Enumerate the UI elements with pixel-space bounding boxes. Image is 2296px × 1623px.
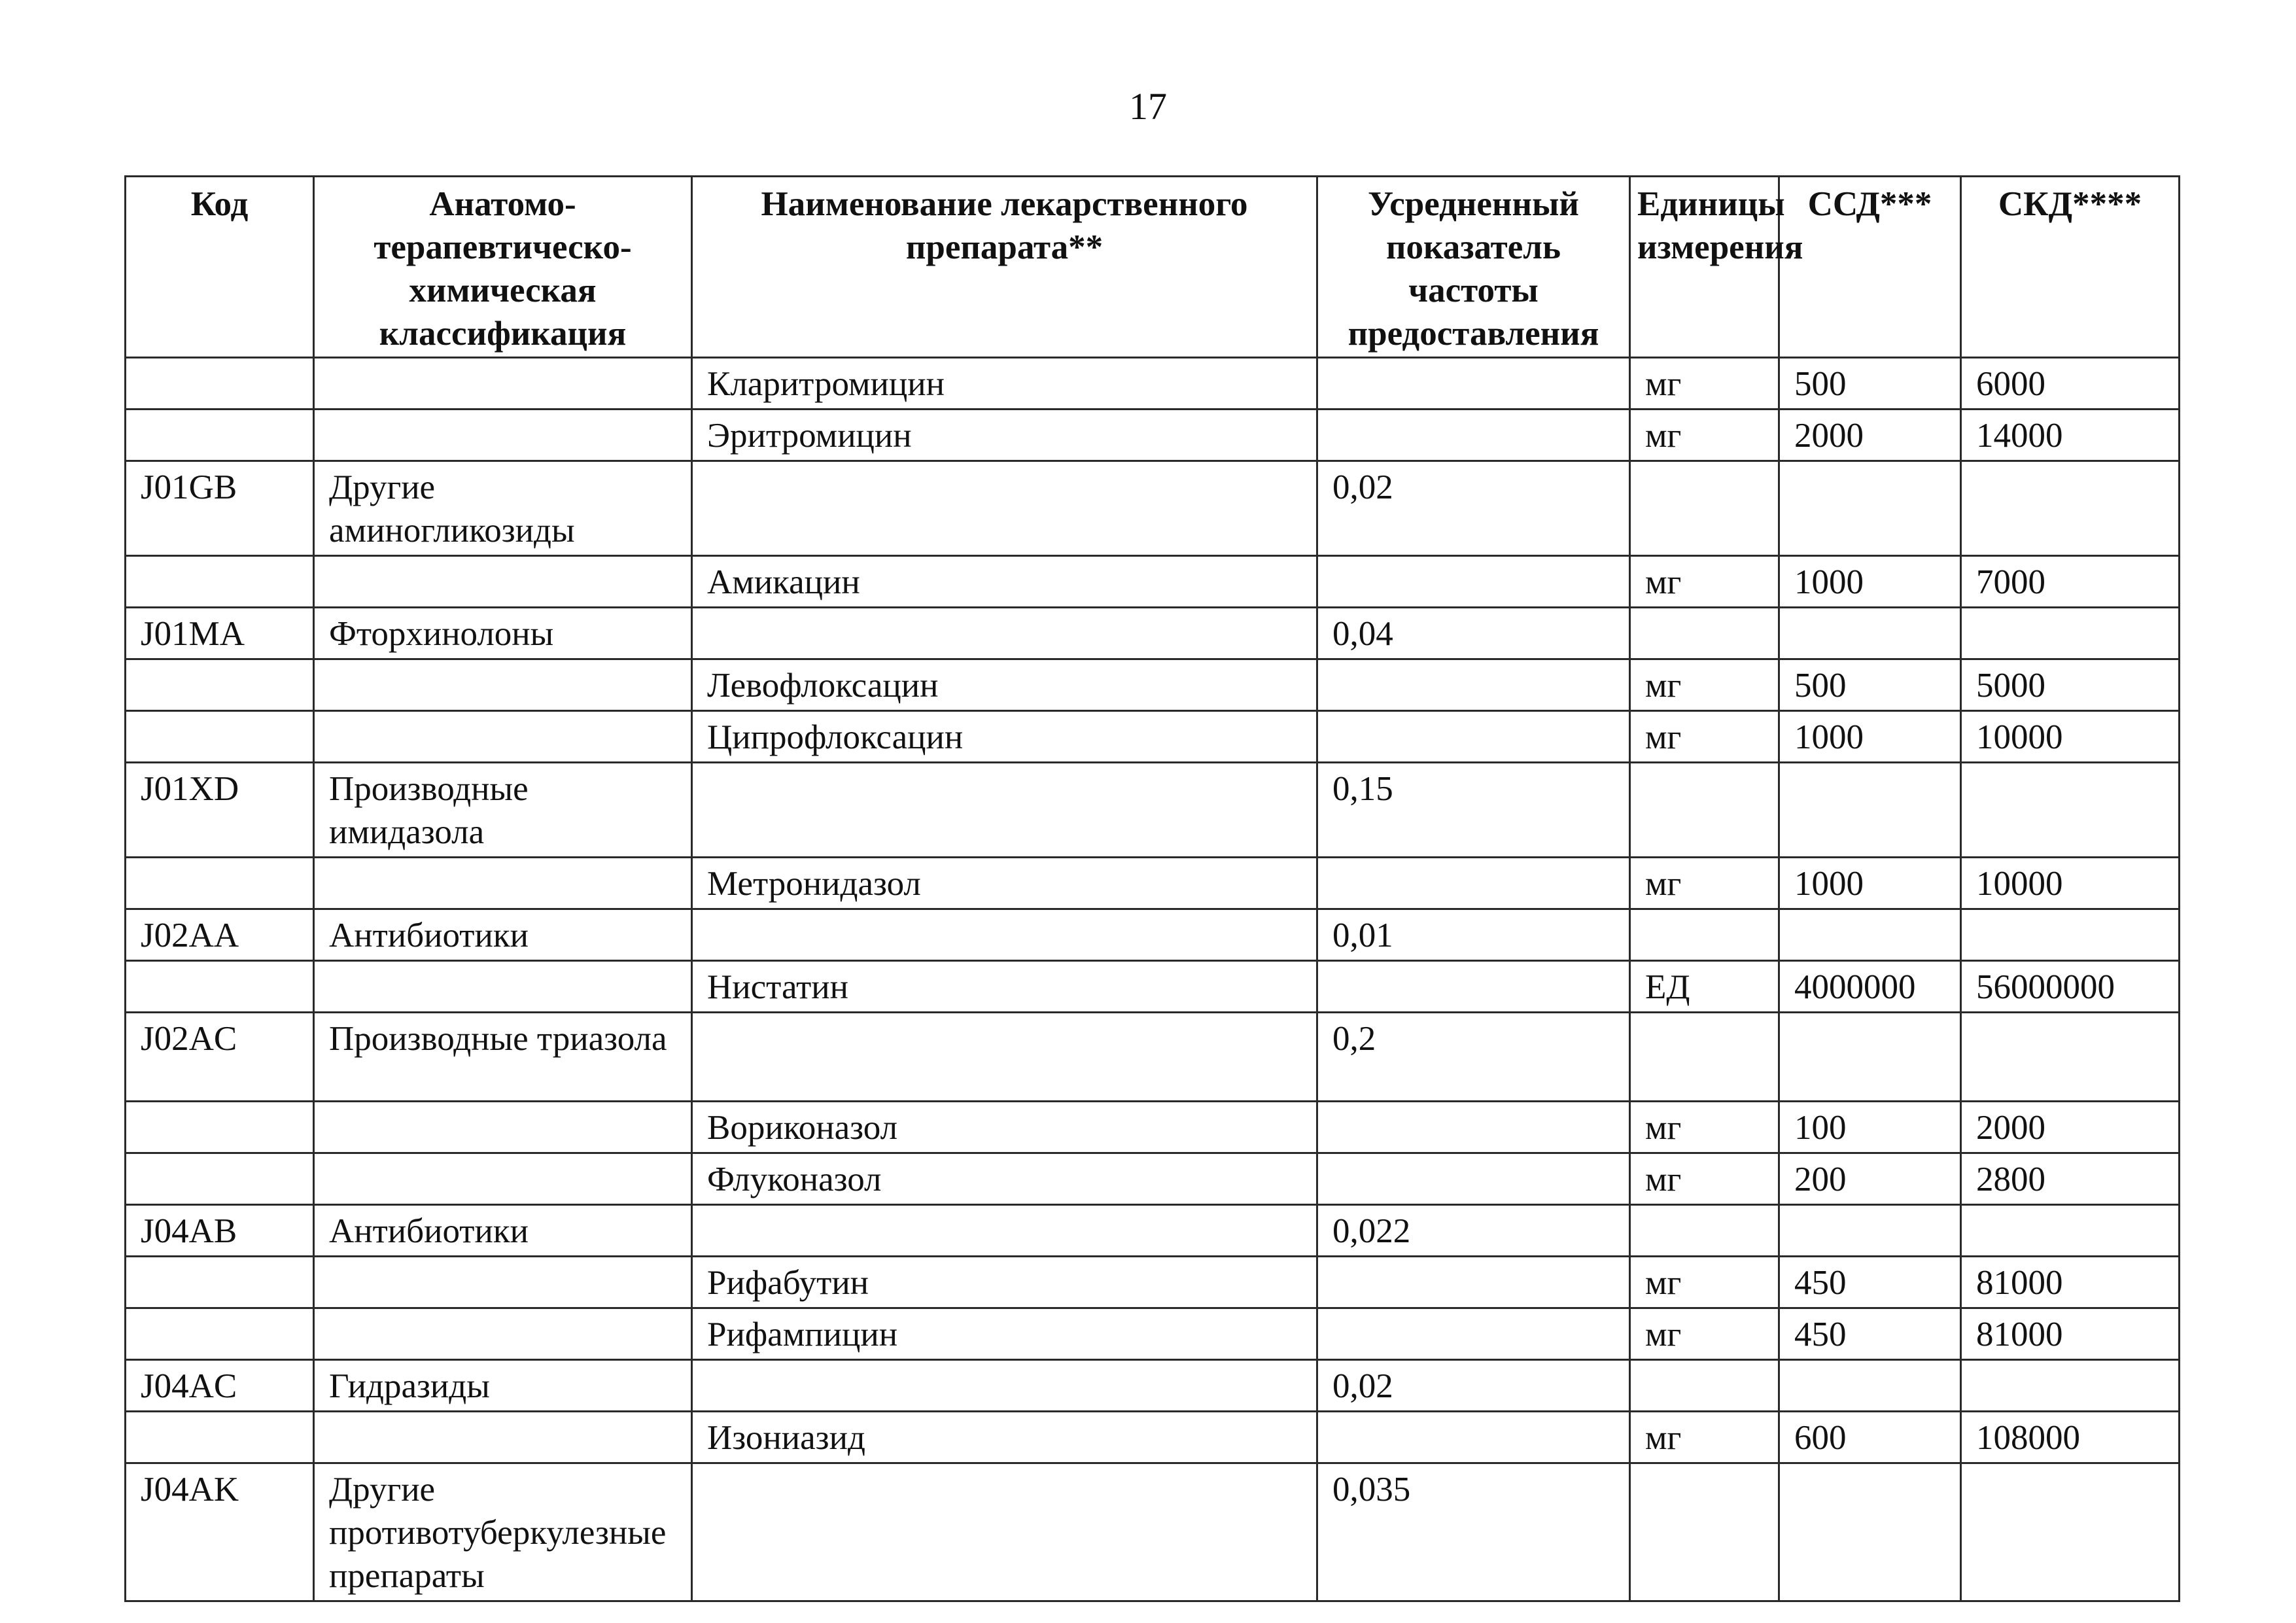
cell-drug-name <box>692 1360 1317 1412</box>
table-row <box>126 1360 2180 1412</box>
cell-unit <box>1630 1360 1779 1412</box>
cell-frequency: 0,15 <box>1317 763 1630 858</box>
cell-atc <box>314 1308 692 1360</box>
table-row <box>126 1013 2180 1102</box>
cell-code: J01XD <box>126 763 314 858</box>
cell-unit: мг <box>1630 556 1779 608</box>
table-row <box>126 1102 2180 1153</box>
cell-frequency <box>1317 556 1630 608</box>
cell-atc <box>314 1153 692 1205</box>
cell-frequency: 0,01 <box>1317 909 1630 961</box>
cell-skd: 56000000 <box>1961 961 2180 1013</box>
cell-skd: 10000 <box>1961 858 2180 909</box>
cell-code <box>126 659 314 711</box>
cell-ssd: 1000 <box>1779 711 1961 763</box>
cell-ssd <box>1779 1013 1961 1102</box>
header-code: Код <box>126 177 314 358</box>
cell-unit: мг <box>1630 659 1779 711</box>
cell-skd <box>1961 1013 2180 1102</box>
cell-code: J02AC <box>126 1013 314 1102</box>
cell-code: J04AC <box>126 1360 314 1412</box>
cell-unit: ЕД <box>1630 961 1779 1013</box>
cell-ssd: 2000 <box>1779 410 1961 461</box>
cell-atc: Фторхинолоны <box>314 608 692 659</box>
cell-code: J01GB <box>126 461 314 556</box>
cell-drug-name <box>692 763 1317 858</box>
cell-unit <box>1630 763 1779 858</box>
cell-unit <box>1630 1205 1779 1257</box>
cell-frequency <box>1317 1412 1630 1463</box>
cell-atc: Другие аминогликозиды <box>314 461 692 556</box>
table-row <box>126 1205 2180 1257</box>
table-row <box>126 711 2180 763</box>
cell-frequency <box>1317 1308 1630 1360</box>
cell-drug-name: Рифампицин <box>692 1308 1317 1360</box>
cell-ssd: 100 <box>1779 1102 1961 1153</box>
table-row <box>126 1463 2180 1601</box>
cell-ssd: 1000 <box>1779 556 1961 608</box>
cell-unit <box>1630 608 1779 659</box>
cell-drug-name: Амикацин <box>692 556 1317 608</box>
cell-skd <box>1961 1463 2180 1601</box>
cell-drug-name: Флуконазол <box>692 1153 1317 1205</box>
cell-ssd <box>1779 608 1961 659</box>
cell-unit: мг <box>1630 410 1779 461</box>
table-header-row <box>126 177 2180 358</box>
cell-skd: 81000 <box>1961 1257 2180 1308</box>
cell-ssd: 450 <box>1779 1308 1961 1360</box>
cell-atc <box>314 659 692 711</box>
cell-skd: 10000 <box>1961 711 2180 763</box>
cell-drug-name: Эритромицин <box>692 410 1317 461</box>
cell-frequency <box>1317 711 1630 763</box>
table-row <box>126 461 2180 556</box>
table-row <box>126 1412 2180 1463</box>
cell-skd <box>1961 909 2180 961</box>
table-body <box>126 358 2180 1601</box>
cell-code <box>126 358 314 410</box>
cell-skd: 6000 <box>1961 358 2180 410</box>
cell-atc: Гидразиды <box>314 1360 692 1412</box>
cell-ssd: 4000000 <box>1779 961 1961 1013</box>
cell-skd: 5000 <box>1961 659 2180 711</box>
cell-code <box>126 1102 314 1153</box>
cell-ssd: 1000 <box>1779 858 1961 909</box>
header-unit: Единицы измерения <box>1630 177 1779 358</box>
table-row <box>126 858 2180 909</box>
cell-unit: мг <box>1630 1257 1779 1308</box>
header-atc: Анатомо-терапевтическо-химическая классификация <box>314 177 692 358</box>
cell-ssd <box>1779 763 1961 858</box>
cell-code: J04AB <box>126 1205 314 1257</box>
cell-skd: 108000 <box>1961 1412 2180 1463</box>
cell-skd: 2000 <box>1961 1102 2180 1153</box>
table-row <box>126 410 2180 461</box>
cell-code <box>126 961 314 1013</box>
cell-ssd <box>1779 1360 1961 1412</box>
cell-code <box>126 711 314 763</box>
cell-code <box>126 1308 314 1360</box>
cell-skd <box>1961 1205 2180 1257</box>
header-ssd: ССД*** <box>1779 177 1961 358</box>
cell-frequency: 0,022 <box>1317 1205 1630 1257</box>
table-row <box>126 358 2180 410</box>
header-skd: СКД**** <box>1961 177 2180 358</box>
cell-atc <box>314 1412 692 1463</box>
cell-frequency: 0,02 <box>1317 1360 1630 1412</box>
cell-atc <box>314 858 692 909</box>
cell-frequency: 0,02 <box>1317 461 1630 556</box>
cell-atc <box>314 711 692 763</box>
cell-ssd: 600 <box>1779 1412 1961 1463</box>
cell-ssd: 500 <box>1779 358 1961 410</box>
cell-skd: 7000 <box>1961 556 2180 608</box>
cell-skd <box>1961 608 2180 659</box>
cell-drug-name: Ципрофлоксацин <box>692 711 1317 763</box>
cell-drug-name: Кларитромицин <box>692 358 1317 410</box>
cell-unit <box>1630 909 1779 961</box>
cell-atc: Антибиотики <box>314 909 692 961</box>
cell-ssd <box>1779 1205 1961 1257</box>
cell-unit: мг <box>1630 711 1779 763</box>
cell-drug-name: Рифабутин <box>692 1257 1317 1308</box>
cell-unit <box>1630 1013 1779 1102</box>
cell-ssd: 200 <box>1779 1153 1961 1205</box>
cell-atc <box>314 961 692 1013</box>
cell-frequency <box>1317 410 1630 461</box>
table-row <box>126 659 2180 711</box>
cell-drug-name: Вориконазол <box>692 1102 1317 1153</box>
cell-atc: Антибиотики <box>314 1205 692 1257</box>
cell-drug-name: Левофлоксацин <box>692 659 1317 711</box>
cell-drug-name <box>692 1205 1317 1257</box>
cell-ssd <box>1779 909 1961 961</box>
cell-drug-name: Изониазид <box>692 1412 1317 1463</box>
cell-atc <box>314 1102 692 1153</box>
cell-code: J02AA <box>126 909 314 961</box>
cell-code <box>126 1412 314 1463</box>
cell-drug-name <box>692 1463 1317 1601</box>
cell-drug-name: Нистатин <box>692 961 1317 1013</box>
cell-drug-name <box>692 461 1317 556</box>
cell-frequency <box>1317 1153 1630 1205</box>
cell-skd <box>1961 1360 2180 1412</box>
cell-code <box>126 556 314 608</box>
cell-ssd: 500 <box>1779 659 1961 711</box>
cell-code <box>126 410 314 461</box>
cell-drug-name <box>692 608 1317 659</box>
cell-frequency: 0,035 <box>1317 1463 1630 1601</box>
header-frequency: Усредненный показатель частоты предоставления <box>1317 177 1630 358</box>
table-row <box>126 1257 2180 1308</box>
table-row <box>126 556 2180 608</box>
cell-code <box>126 1257 314 1308</box>
cell-skd: 81000 <box>1961 1308 2180 1360</box>
cell-unit <box>1630 1463 1779 1601</box>
table-row <box>126 909 2180 961</box>
page-number: 17 <box>1129 85 1167 128</box>
cell-unit: мг <box>1630 1412 1779 1463</box>
cell-ssd <box>1779 1463 1961 1601</box>
table-row <box>126 608 2180 659</box>
cell-frequency <box>1317 961 1630 1013</box>
cell-frequency: 0,04 <box>1317 608 1630 659</box>
cell-atc: Производные имидазола <box>314 763 692 858</box>
cell-unit: мг <box>1630 1102 1779 1153</box>
cell-skd <box>1961 763 2180 858</box>
cell-unit: мг <box>1630 858 1779 909</box>
table-row <box>126 1308 2180 1360</box>
cell-unit: мг <box>1630 358 1779 410</box>
cell-code: J04AK <box>126 1463 314 1601</box>
cell-frequency <box>1317 858 1630 909</box>
cell-skd: 14000 <box>1961 410 2180 461</box>
cell-code: J01MA <box>126 608 314 659</box>
cell-code <box>126 1153 314 1205</box>
cell-drug-name <box>692 909 1317 961</box>
cell-frequency <box>1317 358 1630 410</box>
cell-ssd <box>1779 461 1961 556</box>
table-row <box>126 1153 2180 1205</box>
cell-atc: Производные триазола <box>314 1013 692 1102</box>
cell-frequency <box>1317 1257 1630 1308</box>
table-row <box>126 961 2180 1013</box>
cell-atc <box>314 410 692 461</box>
cell-frequency <box>1317 659 1630 711</box>
cell-atc: Другие противотуберкулезные препараты <box>314 1463 692 1601</box>
cell-drug-name <box>692 1013 1317 1102</box>
cell-unit: мг <box>1630 1308 1779 1360</box>
cell-drug-name: Метронидазол <box>692 858 1317 909</box>
cell-atc <box>314 1257 692 1308</box>
cell-skd: 2800 <box>1961 1153 2180 1205</box>
cell-ssd: 450 <box>1779 1257 1961 1308</box>
cell-skd <box>1961 461 2180 556</box>
cell-frequency <box>1317 1102 1630 1153</box>
cell-code <box>126 858 314 909</box>
cell-frequency: 0,2 <box>1317 1013 1630 1102</box>
drug-table <box>124 175 2180 1602</box>
cell-unit: мг <box>1630 1153 1779 1205</box>
cell-atc <box>314 358 692 410</box>
cell-atc <box>314 556 692 608</box>
cell-unit <box>1630 461 1779 556</box>
header-drug-name: Наименование лекарственного препарата** <box>692 177 1317 358</box>
table-row <box>126 763 2180 858</box>
